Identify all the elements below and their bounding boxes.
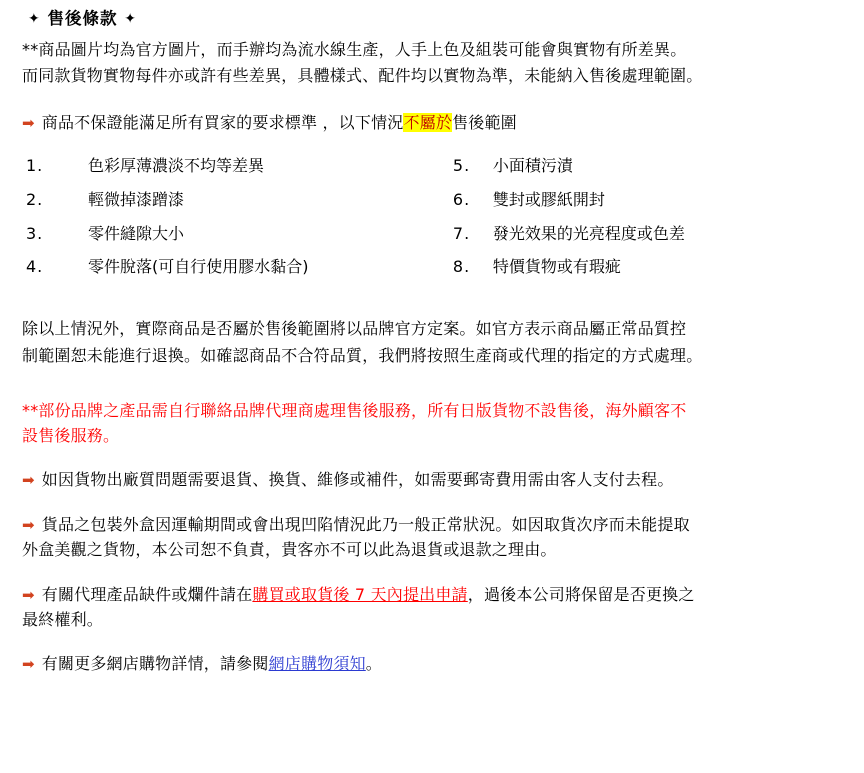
list-item bbox=[453, 255, 850, 280]
spacer bbox=[22, 563, 850, 583]
list-item-label: 小面積污漬 bbox=[492, 155, 573, 175]
red-notice-line-1: **部份品牌之產品需自行聯絡品牌代理商處理售後服務，所有日版貨物不設售後，海外顧客不 bbox=[22, 400, 687, 420]
list-item-label: 零件脫落(可自行使用膠水黏合) bbox=[88, 257, 309, 277]
arrow-icon: ➡ bbox=[22, 114, 35, 133]
exclusion-list bbox=[26, 154, 850, 289]
list-item-number: 2. bbox=[26, 189, 44, 209]
list-item-number: 5. bbox=[452, 155, 471, 175]
page-title-text: 售後條款 bbox=[47, 9, 118, 28]
point-more-info-after: 。 bbox=[365, 654, 382, 674]
point-agent-claim-line-1 bbox=[22, 583, 850, 608]
list-item-label: 色彩厚薄濃淡不均等差異 bbox=[88, 155, 265, 175]
spacer bbox=[22, 632, 850, 652]
point-more-info-before: 有關更多網店購物詳情，請參閱 bbox=[41, 654, 269, 674]
list-item-number: 6. bbox=[452, 189, 471, 209]
spacer bbox=[22, 371, 850, 399]
point-agent-claim-line-2: 最終權利。 bbox=[22, 609, 104, 629]
list-item-label: 輕微掉漆蹭漆 bbox=[88, 189, 185, 209]
list-item bbox=[26, 188, 453, 213]
arrow-icon: ➡ bbox=[22, 516, 35, 535]
exclusion-column-right bbox=[453, 154, 850, 289]
list-item-label: 發光效果的光亮程度或色差 bbox=[492, 223, 685, 243]
arrow-icon: ➡ bbox=[22, 471, 35, 490]
list-item bbox=[453, 188, 850, 213]
list-item-label: 特價貨物或有瑕疵 bbox=[492, 257, 621, 277]
diamond-right-icon: ✦ bbox=[124, 11, 137, 27]
exclusion-column-left bbox=[26, 154, 453, 289]
point-shipping-fee bbox=[22, 468, 850, 493]
notice-before-text: 商品不保證能滿足所有買家的要求標準 ，以下情況 bbox=[41, 113, 404, 133]
red-notice-line-2: 設售後服務。 bbox=[22, 425, 120, 445]
list-item-number: 8. bbox=[452, 257, 471, 277]
list-item bbox=[26, 255, 453, 280]
point-agent-claim-after: ，過後本公司將保留是否更換之 bbox=[467, 584, 695, 604]
list-item bbox=[26, 222, 453, 247]
list-item bbox=[26, 154, 453, 179]
spacer bbox=[22, 448, 850, 468]
notice-after-text: 售後範圍 bbox=[452, 113, 517, 133]
list-item-number: 1. bbox=[26, 155, 44, 175]
spacer bbox=[22, 289, 850, 317]
list-item-number: 3. bbox=[26, 223, 44, 243]
body-line-2: 制範圍恕未能進行退換。如確認商品不合符品質，我們將按照生產商或代理的指定的方式處理。 bbox=[22, 345, 703, 365]
shopping-guide-link[interactable]: 網店購物須知 bbox=[268, 654, 366, 674]
intro-line-1: **商品圖片均為官方圖片，而手辦均為流水線生產，人手上色及組裝可能會與實物有所差異。 bbox=[22, 39, 687, 59]
list-item-number: 4. bbox=[26, 257, 44, 277]
arrow-icon: ➡ bbox=[22, 655, 35, 674]
intro-line-2: 而同款貨物實物每件亦或許有些差異，具體樣式、配件均以實物為準，未能納入售後處理範圍。 bbox=[22, 66, 703, 86]
point-shipping-fee-text: 如因貨物出廠質問題需要退貨、換貨、維修或補件，如需要郵寄費用需由客人支付去程。 bbox=[41, 470, 674, 490]
point-box-condition-line-2: 外盒美觀之貨物，本公司恕不負責，貴客亦不可以此為退貨或退款之理由。 bbox=[22, 539, 557, 559]
diamond-left-icon: ✦ bbox=[28, 11, 41, 27]
point-more-info bbox=[22, 652, 850, 677]
body-line-1: 除以上情況外，實際商品是否屬於售後範圍將以品牌官方定案。如官方表示商品屬正常品質控 bbox=[22, 319, 687, 339]
page-title bbox=[28, 6, 850, 32]
notice-highlight: 不屬於 bbox=[403, 113, 453, 133]
list-item bbox=[453, 154, 850, 179]
notice-not-covered bbox=[22, 111, 850, 136]
point-box-condition-line-1 bbox=[22, 513, 850, 538]
list-item-label: 雙封或膠紙開封 bbox=[492, 189, 605, 209]
point-agent-claim-before: 有關代理產品缺件或爛件請在 bbox=[41, 584, 253, 604]
claim-period-link[interactable]: 購買或取貨後 7 天內提出申請 bbox=[252, 584, 468, 604]
spacer bbox=[22, 493, 850, 513]
spacer bbox=[22, 91, 850, 111]
list-item-number: 7. bbox=[452, 223, 471, 243]
list-item-label: 零件縫隙大小 bbox=[88, 223, 185, 243]
point-box-condition-text-1: 貨品之包裝外盒因運輸期間或會出現凹陷情況此乃一般正常狀況。如因取貨次序而未能提取 bbox=[41, 515, 690, 535]
arrow-icon: ➡ bbox=[22, 585, 35, 604]
list-item bbox=[453, 222, 850, 247]
